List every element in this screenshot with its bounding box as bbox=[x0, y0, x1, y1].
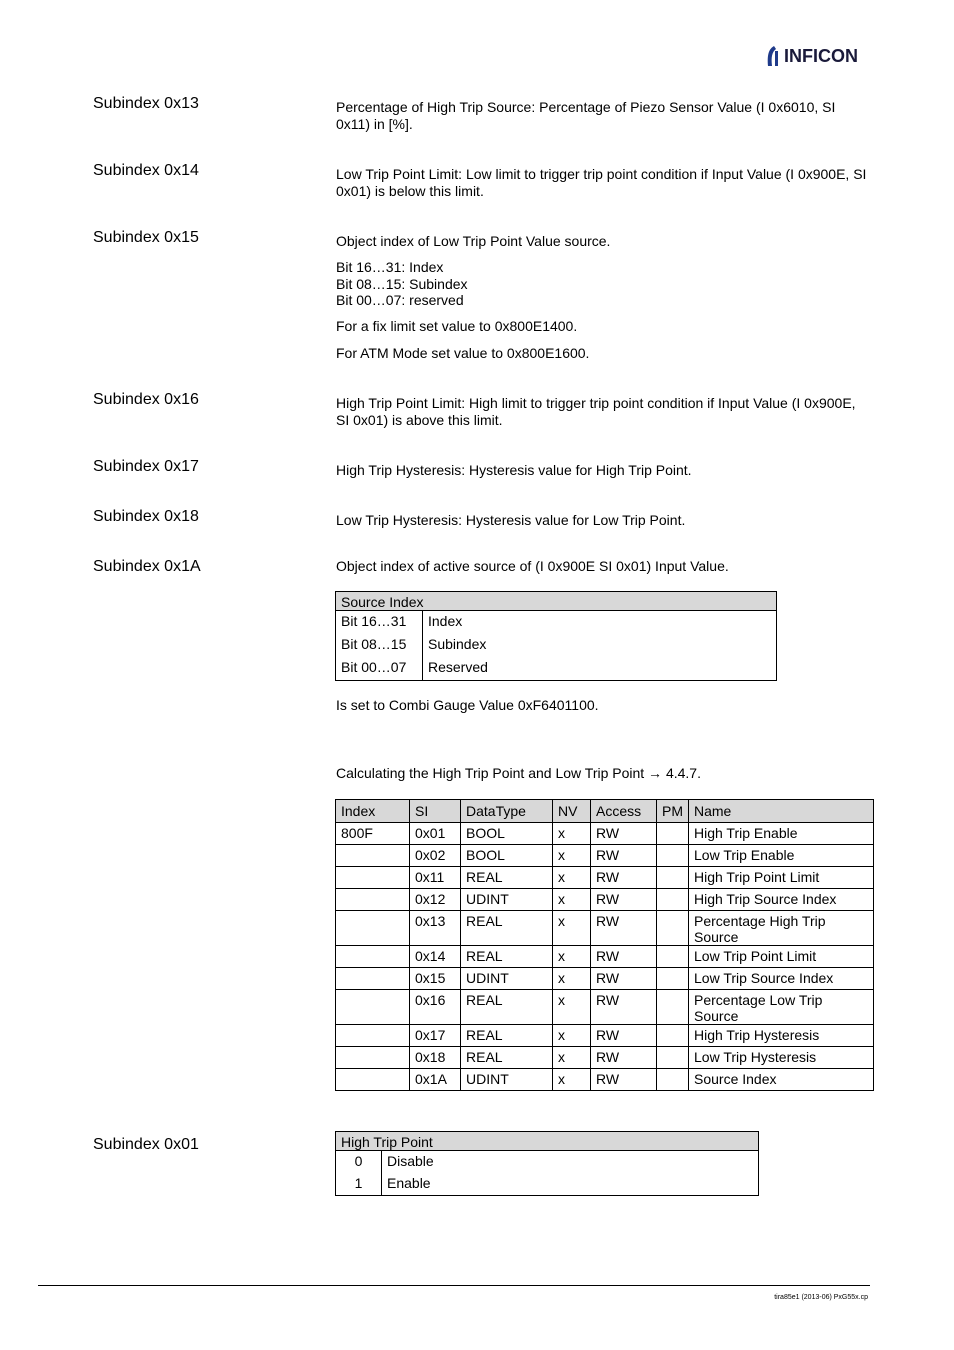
datatype-cell: REAL bbox=[461, 911, 553, 946]
subindex-15-bit-1: Bit 16…31: Index bbox=[336, 259, 444, 275]
nv-cell: x bbox=[553, 1047, 591, 1069]
si-cell: 0x15 bbox=[410, 968, 461, 990]
name-cell: Low Trip Source Index bbox=[689, 968, 874, 990]
nv-cell: x bbox=[553, 1025, 591, 1047]
subindex-1a-text: Object index of active source of (I 0x900E SI 0x01) Input Value. bbox=[336, 558, 729, 574]
si-cell: 0x16 bbox=[410, 990, 461, 1025]
object-table bbox=[335, 799, 874, 1091]
index-cell bbox=[336, 946, 410, 968]
access-cell: RW bbox=[591, 845, 657, 867]
bits-cell: Bit 00…07 bbox=[336, 657, 423, 681]
index-cell bbox=[336, 1069, 410, 1091]
nv-cell: x bbox=[553, 889, 591, 911]
index-cell bbox=[336, 990, 410, 1025]
name-cell: Low Trip Hysteresis bbox=[689, 1047, 874, 1069]
subindex-18-text: Low Trip Hysteresis: Hysteresis value for Low Trip Point. bbox=[336, 512, 686, 528]
index-cell bbox=[336, 968, 410, 990]
datatype-cell: UDINT bbox=[461, 889, 553, 911]
value-cell: 1 bbox=[336, 1173, 382, 1196]
table-row bbox=[336, 968, 874, 990]
high-trip-point-table bbox=[335, 1131, 759, 1196]
access-cell: RW bbox=[591, 911, 657, 946]
desc-cell: Disable bbox=[382, 1151, 759, 1174]
source-index-header: Source Index bbox=[336, 592, 777, 611]
subindex-15-fix: For a fix limit set value to 0x800E1400. bbox=[336, 318, 578, 334]
subindex-16-text: High Trip Point Limit: High limit to trigger trip point condition if Input Value (I 0x900E, SI 0x01) is above this limit. bbox=[336, 395, 856, 428]
calc-reference: Calculating the High Trip Point and Low Trip Point → 4.4.7. bbox=[336, 765, 701, 781]
pm-cell bbox=[657, 990, 689, 1025]
table-row bbox=[336, 611, 777, 635]
index-cell bbox=[336, 889, 410, 911]
subindex-15-label: Subindex 0x15 bbox=[93, 229, 199, 246]
name-cell: High Trip Enable bbox=[689, 823, 874, 845]
table-row bbox=[336, 1151, 759, 1174]
desc-cell: Index bbox=[423, 611, 777, 635]
si-cell: 0x12 bbox=[410, 889, 461, 911]
datatype-cell: BOOL bbox=[461, 823, 553, 845]
pm-cell bbox=[657, 845, 689, 867]
desc-cell: Enable bbox=[382, 1173, 759, 1196]
subindex-14-label: Subindex 0x14 bbox=[93, 162, 199, 179]
si-cell: 0x18 bbox=[410, 1047, 461, 1069]
si-cell: 0x02 bbox=[410, 845, 461, 867]
nv-cell: x bbox=[553, 823, 591, 845]
subindex-14-text: Low Trip Point Limit: Low limit to trigger trip point condition if Input Value (I 0x900E, SI 0x01) is below this limit. bbox=[336, 166, 867, 199]
name-cell: High Trip Point Limit bbox=[689, 867, 874, 889]
table-row bbox=[336, 657, 777, 681]
name-cell: Percentage Low Trip Source bbox=[689, 990, 874, 1025]
name-cell: Percentage High Trip Source bbox=[689, 911, 874, 946]
index-cell: 800F bbox=[336, 823, 410, 845]
table-row bbox=[336, 990, 874, 1025]
datatype-cell: REAL bbox=[461, 867, 553, 889]
table-row bbox=[336, 867, 874, 889]
index-cell bbox=[336, 845, 410, 867]
inficon-logo bbox=[766, 44, 858, 68]
si-cell: 0x1A bbox=[410, 1069, 461, 1091]
pm-cell bbox=[657, 1069, 689, 1091]
col-pm: PM bbox=[657, 800, 689, 823]
subindex-1a-note: Is set to Combi Gauge Value 0xF6401100. bbox=[336, 697, 599, 713]
datatype-cell: UDINT bbox=[461, 1069, 553, 1091]
subindex-15-bit-3: Bit 00…07: reserved bbox=[336, 292, 464, 308]
name-cell: Low Trip Point Limit bbox=[689, 946, 874, 968]
si-cell: 0x14 bbox=[410, 946, 461, 968]
table-row bbox=[336, 823, 874, 845]
table-row bbox=[336, 845, 874, 867]
pm-cell bbox=[657, 911, 689, 946]
index-cell bbox=[336, 911, 410, 946]
bits-cell: Bit 08…15 bbox=[336, 634, 423, 657]
table-row bbox=[336, 889, 874, 911]
si-cell: 0x01 bbox=[410, 823, 461, 845]
subindex-17-text: High Trip Hysteresis: Hysteresis value for High Trip Point. bbox=[336, 462, 692, 478]
access-cell: RW bbox=[591, 1069, 657, 1091]
col-index: Index bbox=[336, 800, 410, 823]
table-row bbox=[336, 634, 777, 657]
nv-cell: x bbox=[553, 845, 591, 867]
table-row bbox=[336, 1047, 874, 1069]
subindex-15-bit-2: Bit 08…15: Subindex bbox=[336, 276, 468, 292]
access-cell: RW bbox=[591, 867, 657, 889]
datatype-cell: UDINT bbox=[461, 968, 553, 990]
pm-cell bbox=[657, 1047, 689, 1069]
subindex-13-text: Percentage of High Trip Source: Percentage of Piezo Sensor Value (I 0x6010, SI 0x11) in [%]. bbox=[336, 99, 836, 132]
si-cell: 0x11 bbox=[410, 867, 461, 889]
nv-cell: x bbox=[553, 1069, 591, 1091]
pm-cell bbox=[657, 823, 689, 845]
table-row bbox=[336, 1025, 874, 1047]
table-row bbox=[336, 946, 874, 968]
subindex-13-label: Subindex 0x13 bbox=[93, 95, 199, 112]
value-cell: 0 bbox=[336, 1151, 382, 1174]
datatype-cell: BOOL bbox=[461, 845, 553, 867]
name-cell: Low Trip Enable bbox=[689, 845, 874, 867]
index-cell bbox=[336, 1025, 410, 1047]
index-cell bbox=[336, 867, 410, 889]
desc-cell: Reserved bbox=[423, 657, 777, 681]
nv-cell: x bbox=[553, 946, 591, 968]
col-name: Name bbox=[689, 800, 874, 823]
pm-cell bbox=[657, 968, 689, 990]
name-cell: High Trip Source Index bbox=[689, 889, 874, 911]
datatype-cell: REAL bbox=[461, 1025, 553, 1047]
pm-cell bbox=[657, 889, 689, 911]
datatype-cell: REAL bbox=[461, 946, 553, 968]
si-cell: 0x17 bbox=[410, 1025, 461, 1047]
source-index-table bbox=[335, 591, 777, 681]
subindex-17-label: Subindex 0x17 bbox=[93, 458, 199, 475]
desc-cell: Subindex bbox=[423, 634, 777, 657]
high-trip-point-header: High Trip Point bbox=[336, 1132, 759, 1151]
table-row bbox=[336, 1173, 759, 1196]
nv-cell: x bbox=[553, 990, 591, 1025]
access-cell: RW bbox=[591, 889, 657, 911]
access-cell: RW bbox=[591, 968, 657, 990]
pm-cell bbox=[657, 946, 689, 968]
pm-cell bbox=[657, 1025, 689, 1047]
nv-cell: x bbox=[553, 968, 591, 990]
subindex-15-text: Object index of Low Trip Point Value source. bbox=[336, 233, 611, 249]
access-cell: RW bbox=[591, 823, 657, 845]
nv-cell: x bbox=[553, 867, 591, 889]
subindex-01-label: Subindex 0x01 bbox=[93, 1136, 199, 1153]
subindex-16-label: Subindex 0x16 bbox=[93, 391, 199, 408]
si-cell: 0x13 bbox=[410, 911, 461, 946]
subindex-15-atm: For ATM Mode set value to 0x800E1600. bbox=[336, 345, 590, 361]
index-cell bbox=[336, 1047, 410, 1069]
pm-cell bbox=[657, 867, 689, 889]
access-cell: RW bbox=[591, 990, 657, 1025]
table-row bbox=[336, 1069, 874, 1091]
nv-cell: x bbox=[553, 911, 591, 946]
name-cell: Source Index bbox=[689, 1069, 874, 1091]
access-cell: RW bbox=[591, 946, 657, 968]
datatype-cell: REAL bbox=[461, 990, 553, 1025]
name-cell: High Trip Hysteresis bbox=[689, 1025, 874, 1047]
access-cell: RW bbox=[591, 1025, 657, 1047]
bits-cell: Bit 16…31 bbox=[336, 611, 423, 635]
table-row bbox=[336, 911, 874, 946]
col-datatype: DataType bbox=[461, 800, 553, 823]
inficon-mark-icon bbox=[766, 45, 782, 67]
subindex-18-label: Subindex 0x18 bbox=[93, 508, 199, 525]
access-cell: RW bbox=[591, 1047, 657, 1069]
footer-divider bbox=[38, 1285, 870, 1286]
col-access: Access bbox=[591, 800, 657, 823]
subindex-1a-label: Subindex 0x1A bbox=[93, 558, 201, 575]
table-header-row bbox=[336, 800, 874, 823]
datatype-cell: REAL bbox=[461, 1047, 553, 1069]
brand-name: INFICON bbox=[784, 45, 858, 66]
col-si: SI bbox=[410, 800, 461, 823]
footer-doc-id: tira85e1 (2013-06) PxG55x.cp bbox=[774, 1294, 868, 1301]
col-nv: NV bbox=[553, 800, 591, 823]
